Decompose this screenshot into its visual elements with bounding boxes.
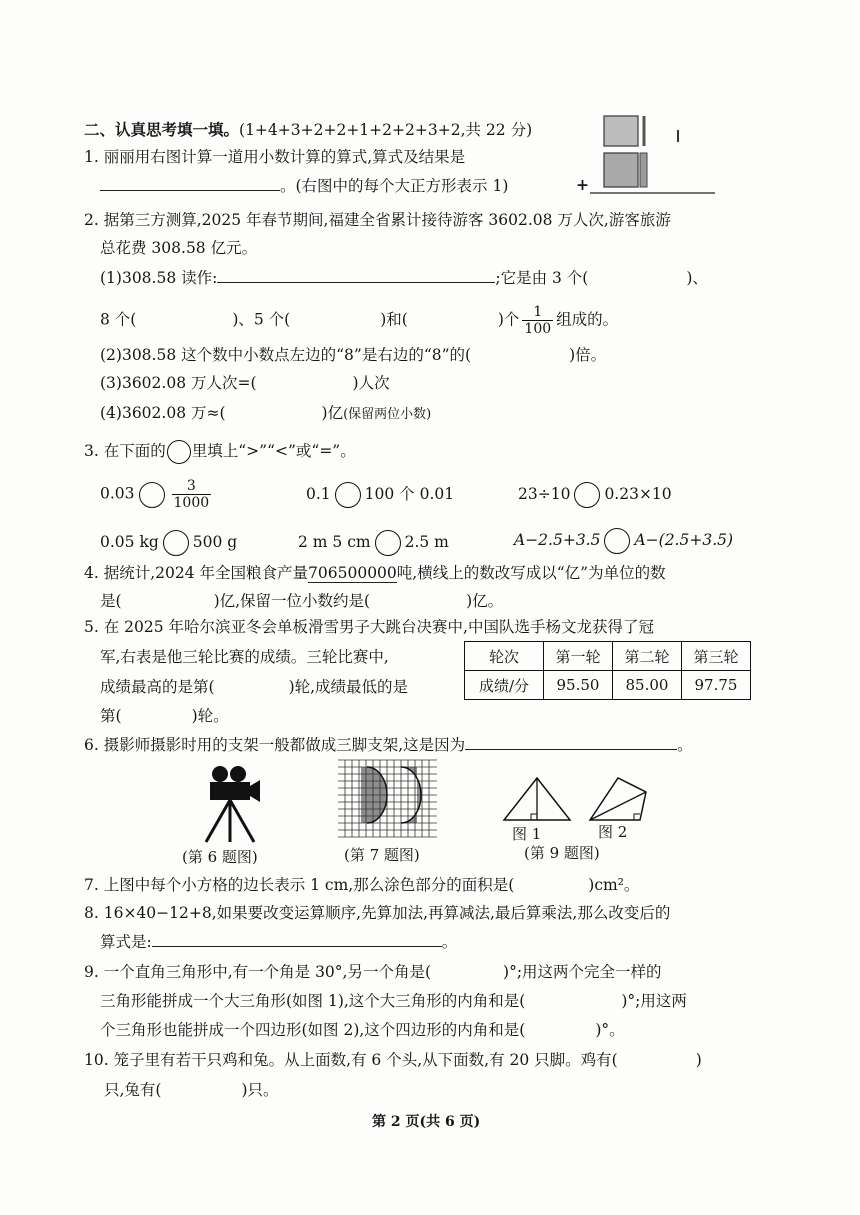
q2-p3-text: (3)3602.08 万人次=(: [100, 374, 257, 392]
q2-p1-text-h: 组成的。: [556, 310, 619, 329]
q2-part1-row1: [100, 268, 708, 288]
q9-line2: [100, 991, 687, 1011]
q2-p4-end: )亿: [321, 404, 344, 422]
q1-strip-bottom: [640, 153, 647, 187]
q1-line2-text: 。(右图中的每个大正方形表示 1): [280, 177, 509, 195]
q3-line1: [84, 440, 356, 464]
q3-r1a-fraction: [172, 478, 212, 511]
q3-r1b-left: 0.1: [306, 485, 331, 503]
q3-r2a-left: 0.05 kg: [100, 533, 159, 551]
q4-number: 706500000: [308, 564, 397, 582]
q2-frac-num: 1: [533, 304, 543, 320]
q6-line1: [84, 735, 693, 755]
quad-right-angle-mark: [634, 814, 640, 820]
quad-diagonal: [590, 792, 646, 820]
q6-answer-blank[interactable]: [465, 735, 677, 750]
fig7-caption: (第 7 题图): [344, 846, 420, 864]
q3-text-b: 里填上“>”“<”或“=”。: [191, 442, 356, 460]
q4-text-d: )亿,保留一位小数约是(: [213, 592, 371, 610]
q2-p2-end: )倍。: [569, 346, 607, 364]
q1-square-top: [604, 116, 638, 146]
q9-line1: [84, 962, 662, 982]
q3-item-5: [298, 530, 449, 556]
q4-text-a: 4. 据统计,2024 年全国粮食产量: [84, 564, 309, 582]
q2-p4-note: (保留两位小数): [343, 407, 432, 422]
fig9-label-1: 图 1: [512, 825, 542, 843]
q5-score-2: 85.00: [613, 671, 682, 700]
q5-score-3: 97.75: [682, 671, 751, 700]
q3-r2b-circle[interactable]: [375, 530, 401, 556]
q10-line1: [84, 1050, 702, 1070]
q6-text: 6. 摄影师摄影时用的支架一般都做成三脚支架,这是因为: [84, 736, 466, 754]
q1-line2: [100, 176, 508, 196]
q2-part3: [100, 373, 390, 393]
camera-reel-right: [230, 766, 246, 782]
q2-part4: [100, 403, 431, 425]
q4-text-e: )亿。: [466, 592, 504, 610]
tripod-leg-right: [230, 800, 254, 842]
q3-item-2: [306, 482, 454, 508]
q8-text-b: 。: [441, 933, 458, 951]
camera-body: [210, 782, 250, 800]
q1-square-bottom: [604, 153, 638, 187]
q4-text-c: 是(: [100, 592, 122, 610]
q1-plus-sign: +: [576, 175, 589, 194]
q2-p1-text-f: )和(: [380, 310, 408, 329]
fig6-caption: (第 6 题图): [182, 848, 258, 866]
q2-p1-text-d: 8 个(: [100, 310, 137, 329]
q3-r2a-circle[interactable]: [163, 530, 189, 556]
q3-r1b-circle[interactable]: [335, 482, 361, 508]
q1-line1: 1. 丽丽用右图计算一道用小数计算的算式,算式及结果是: [84, 148, 466, 166]
q8-line1: 8. 16×40−12+8,如果要改变运算顺序,先算加法,再算减法,最后算乘法,那么改变后的: [84, 904, 671, 922]
q3-r1a-circle[interactable]: [139, 482, 165, 508]
q5-line1: 5. 在 2025 年哈尔滨亚冬会单板滑雪男子大跳台决赛中,中国队选手杨文龙获得了冠: [84, 618, 654, 636]
q10-text-a: 10. 笼子里有若干只鸡和兔。从上面数,有 6 个头,从下面数,有 20 只脚。鸡有(: [84, 1051, 618, 1069]
section-header: [84, 120, 532, 140]
q2-p1-text-g: )个: [497, 310, 520, 329]
q3-r1c-right: 0.23×10: [604, 485, 672, 503]
q3-r2c-circle[interactable]: [604, 528, 630, 554]
quadrilateral-figure-2: [580, 776, 650, 822]
q2-part2: [100, 345, 606, 365]
q5-th-2: 第二轮: [613, 642, 682, 671]
q3-r1a-num: 3: [186, 478, 196, 494]
q5-th-round: 轮次: [465, 642, 544, 671]
q4-line2: [100, 591, 503, 611]
q2-fraction: [522, 304, 553, 337]
q3-r2c-left: A−2.5+3.5: [514, 531, 601, 549]
q2-p4-text: (4)3602.08 万≈(: [100, 404, 226, 422]
q1-answer-blank[interactable]: [100, 176, 280, 191]
q7-text-a: 7. 上图中每个小方格的边长表示 1 cm,那么涂色部分的面积是(: [84, 876, 515, 894]
q9-text-b: )°;用这两个完全一样的: [503, 963, 662, 981]
q5-line3: [100, 677, 408, 697]
q3-item-1: [100, 478, 214, 511]
q5-text-a: 成绩最高的是第(: [100, 678, 215, 696]
q2-frac-den: 100: [524, 321, 552, 337]
q8-answer-blank[interactable]: [152, 932, 442, 947]
fig9-label-2: 图 2: [598, 823, 628, 841]
q3-r2b-right: 2.5 m: [404, 533, 449, 551]
camera-tripod-figure: [196, 764, 276, 844]
q2-p1-label: (1)308.58 读作:: [100, 269, 218, 287]
q8-text-a: 算式是:: [100, 933, 152, 951]
q2-p1-text-c: )、: [686, 269, 708, 287]
q3-circle-icon: [167, 440, 191, 464]
grid-shaded-figure: [337, 759, 441, 839]
q5-text-d: )轮。: [191, 707, 229, 725]
q10-text-c: 只,兔有(: [104, 1081, 162, 1099]
q2-p1-text-b: ;它是由 3 个(: [495, 269, 589, 287]
q5-row-label: 成绩/分: [465, 671, 544, 700]
section-title: 二、认真思考填一填。: [84, 120, 240, 139]
q5-score-1: 95.50: [544, 671, 613, 700]
page-footer: 第 2 页(共 6 页): [372, 1114, 481, 1130]
section-scoring: (1+4+3+2+2+1+2+2+3+2,共 22 分): [239, 121, 533, 139]
q3-r1a-left: 0.03: [100, 484, 135, 503]
q10-text-b: ): [695, 1051, 702, 1069]
q10-text-d: )只。: [241, 1081, 279, 1099]
q5-th-3: 第三轮: [682, 642, 751, 671]
tripod-leg-left: [206, 800, 230, 842]
q7-text-b: )cm²。: [588, 876, 640, 894]
q5-line4: [100, 706, 229, 726]
q3-item-4: [100, 530, 237, 556]
q2-p1-text-e: )、5 个(: [232, 310, 291, 329]
q3-r2a-right: 500 g: [192, 533, 238, 551]
q3-item-3: [518, 482, 672, 508]
q3-r1c-left: 23÷10: [518, 485, 571, 503]
right-angle-mark: [531, 814, 537, 820]
q2-p1-reading-blank[interactable]: [217, 268, 495, 283]
q6-end: 。: [677, 736, 693, 754]
q5-score-table: [464, 641, 751, 700]
q9-text-e: 个三角形也能拼成一个四边形(如图 2),这个四边形的内角和是(: [100, 1021, 526, 1039]
camera-lens: [250, 780, 260, 802]
q9-text-c: 三角形能拼成一个大三角形(如图 1),这个大三角形的内角和是(: [100, 992, 526, 1010]
q5-th-1: 第一轮: [544, 642, 613, 671]
fig9-caption: (第 9 题图): [524, 844, 600, 862]
q2-line1: 2. 据第三方测算,2025 年春节期间,福建全省累计接待游客 3602.08 万人次,游客旅游: [84, 211, 671, 229]
q3-r1a-den: 1000: [173, 495, 210, 511]
q1-decimal-squares-figure: [570, 112, 720, 198]
q5-table-header-row: [465, 642, 751, 671]
q9-text-f: )°。: [595, 1021, 625, 1039]
q4-text-b: 吨,横线上的数改写成以“亿”为单位的数: [396, 564, 666, 582]
q5-line2: 军,右表是他三轮比赛的成绩。三轮比赛中,: [100, 648, 389, 666]
q2-p3-end: )人次: [352, 374, 390, 392]
q9-text-a: 9. 一个直角三角形中,有一个角是 30°,另一个角是(: [84, 963, 432, 981]
q3-r2c-right: A−(2.5+3.5): [634, 531, 734, 549]
q3-r2b-left: 2 m 5 cm: [298, 533, 371, 551]
q8-line2: [100, 932, 457, 952]
q3-r1b-right: 100 个 0.01: [364, 485, 455, 503]
q5-text-b: )轮,成绩最低的是: [288, 678, 409, 696]
triangle-figure-1: [502, 776, 572, 822]
q3-item-6: [514, 528, 733, 554]
q9-text-d: )°;用这两: [621, 992, 687, 1010]
q7-line1: [84, 875, 639, 895]
q2-p2-text: (2)308.58 这个数中小数点左边的“8”是右边的“8”的(: [100, 346, 472, 364]
camera-reel-left: [212, 766, 228, 782]
q2-part1-row2: [100, 304, 618, 337]
q5-table-score-row: [465, 671, 751, 700]
q3-r1c-circle[interactable]: [574, 482, 600, 508]
q2-line2: 总花费 308.58 亿元。: [100, 239, 258, 257]
q4-line1: [84, 563, 666, 583]
q5-text-c: 第(: [100, 707, 122, 725]
q10-line2: [104, 1080, 279, 1100]
q3-text-a: 3. 在下面的: [84, 442, 166, 460]
q9-line3: [100, 1020, 625, 1040]
